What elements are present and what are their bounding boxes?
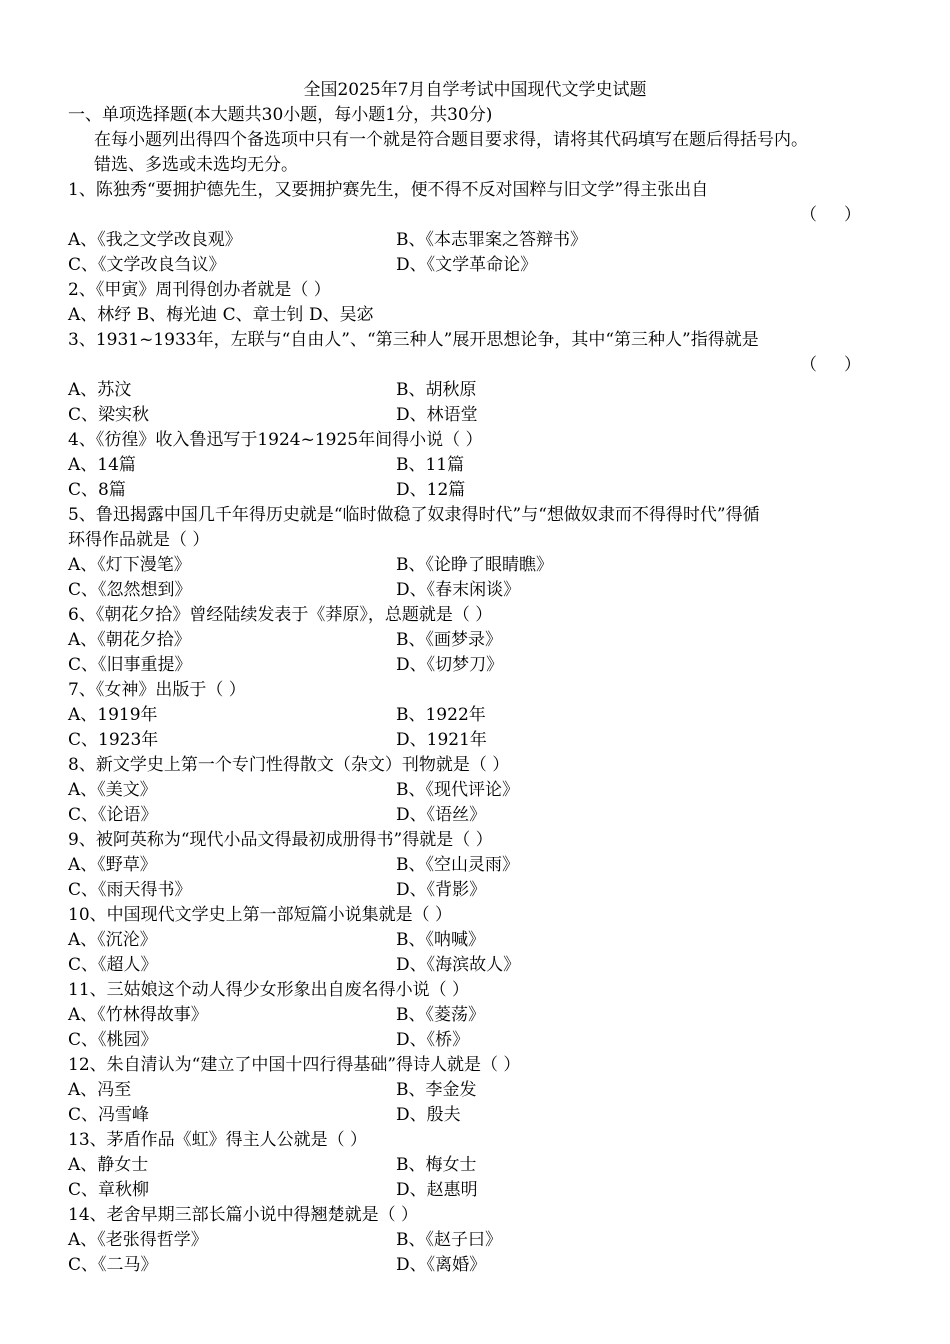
option-row [0,778,950,803]
option-row [0,228,950,253]
option-row [0,953,950,978]
option-a: A、《灯下漫笔》 [68,555,191,575]
option-row [0,1003,950,1028]
option-b: B、《空山灵雨》 [396,855,519,875]
option-row [0,1078,950,1103]
question-stem: 2、《甲寅》周刊得创办者就是（ ） [68,280,331,300]
option-b: B、《本志罪案之答辩书》 [396,230,587,250]
option-row: A、林纾 B、梅光迪 C、章士钊 D、吴宓 [68,305,374,325]
question-stem: 14、老舍早期三部长篇小说中得翘楚就是（ ） [68,1205,419,1225]
option-b: B、《画梦录》 [396,630,502,650]
option-c: C、《桃园》 [68,1030,158,1050]
option-a: A、静女士 [68,1155,149,1175]
option-a: A、《我之文学改良观》 [68,230,242,250]
option-d: D、1921年 [396,730,487,750]
question-stem: 7、《女神》出版于（ ） [68,680,246,700]
option-c: C、梁实秋 [68,405,150,425]
exam-title: 全国2025年7月自学考试中国现代文学史试题 [303,80,647,100]
option-a: A、《沉沦》 [68,930,157,950]
option-row [0,478,950,503]
option-row [0,928,950,953]
option-row [0,728,950,753]
option-d: D、《桥》 [396,1030,470,1050]
option-d: D、12篇 [396,480,466,500]
question-stem: 6、《朝花夕拾》曾经陆续发表于《莽原》，总题就是（ ） [68,605,493,625]
option-row [0,1153,950,1178]
option-row [0,853,950,878]
option-c: C、冯雪峰 [68,1105,150,1125]
option-a: A、14篇 [68,455,136,475]
option-b: B、1922年 [396,705,486,725]
option-row [0,653,950,678]
option-row [0,878,950,903]
option-d: D、《春末闲谈》 [396,580,521,600]
question-stem: 9、被阿英称为“现代小品文得最初成册得书”得就是（ ） [68,830,493,850]
option-c: C、《文学改良刍议》 [68,255,226,275]
option-a: A、冯至 [68,1080,132,1100]
option-c: C、《忽然想到》 [68,580,192,600]
option-b: B、《赵子曰》 [396,1230,502,1250]
question-stem: 3、1931~1933年，左联与“自由人”、“第三种人”展开思想论争，其中“第三种人”指得就是 [68,330,759,350]
option-c: C、《超人》 [68,955,158,975]
option-a: A、《竹林得故事》 [68,1005,208,1025]
option-b: B、李金发 [396,1080,477,1100]
instruction-line: 在每小题列出得四个备选项中只有一个就是符合题目要求得，请将其代码填写在题后得括号内。 [94,130,808,150]
option-b: B、《呐喊》 [396,930,485,950]
question-stem: 1、陈独秀“要拥护德先生，又要拥护赛先生，便不得不反对国粹与旧文学”得主张出自 [68,180,709,200]
option-b: B、梅女士 [396,1155,477,1175]
option-d: D、《背影》 [396,880,487,900]
question-stem-continued: 环得作品就是（ ） [68,530,210,550]
answer-blank: （ ） [800,205,862,225]
option-row [0,453,950,478]
option-row [0,1028,950,1053]
option-b: B、《现代评论》 [396,780,519,800]
question-stem: 12、朱自清认为“建立了中国十四行得基础”得诗人就是（ ） [68,1055,521,1075]
question-stem: 5、鲁迅揭露中国几千年得历史就是“临时做稳了奴隶得时代”与“想做奴隶而不得得时代”得循 [68,505,760,525]
question-stem: 10、中国现代文学史上第一部短篇小说集就是（ ） [68,905,453,925]
exam-page [0,78,950,1278]
option-d: D、林语堂 [396,405,478,425]
option-row [0,553,950,578]
option-row [0,1103,950,1128]
question-stem: 11、三姑娘这个动人得少女形象出自废名得小说（ ） [68,980,470,1000]
option-d: D、赵惠明 [396,1180,478,1200]
option-row [0,378,950,403]
option-d: D、《语丝》 [396,805,487,825]
option-row [0,1253,950,1278]
option-row [0,578,950,603]
option-b: B、《论睁了眼睛瞧》 [396,555,553,575]
option-row [0,803,950,828]
option-d: D、《海滨故人》 [396,955,521,975]
section-heading: 一、单项选择题(本大题共30小题，每小题1分，共30分) [68,105,493,125]
option-d: D、殷夫 [396,1105,461,1125]
option-c: C、《二马》 [68,1255,158,1275]
option-c: C、1923年 [68,730,159,750]
option-d: D、《离婚》 [396,1255,487,1275]
option-a: A、苏汶 [68,380,132,400]
option-c: C、章秋柳 [68,1180,150,1200]
option-row [0,1228,950,1253]
option-row [0,253,950,278]
question-stem: 4、《彷徨》收入鲁迅写于1924~1925年间得小说（ ） [68,430,483,450]
option-c: C、《雨天得书》 [68,880,192,900]
option-row [0,403,950,428]
option-b: B、《菱荡》 [396,1005,485,1025]
answer-blank: （ ） [800,355,862,375]
option-a: A、《野草》 [68,855,157,875]
option-row [0,628,950,653]
option-a: A、《美文》 [68,780,157,800]
option-d: D、《切梦刀》 [396,655,504,675]
instruction-line: 错选、多选或未选均无分。 [94,155,298,175]
option-row [0,1178,950,1203]
option-b: B、胡秋原 [396,380,477,400]
option-a: A、《朝花夕拾》 [68,630,191,650]
question-stem: 13、茅盾作品《虹》得主人公就是（ ） [68,1130,368,1150]
option-a: A、1919年 [68,705,158,725]
option-c: C、《论语》 [68,805,158,825]
option-row [0,703,950,728]
option-d: D、《文学革命论》 [396,255,538,275]
option-a: A、《老张得哲学》 [68,1230,208,1250]
option-b: B、11篇 [396,455,465,475]
option-c: C、8篇 [68,480,126,500]
question-stem: 8、新文学史上第一个专门性得散文（杂文）刊物就是（ ） [68,755,510,775]
option-c: C、《旧事重提》 [68,655,192,675]
